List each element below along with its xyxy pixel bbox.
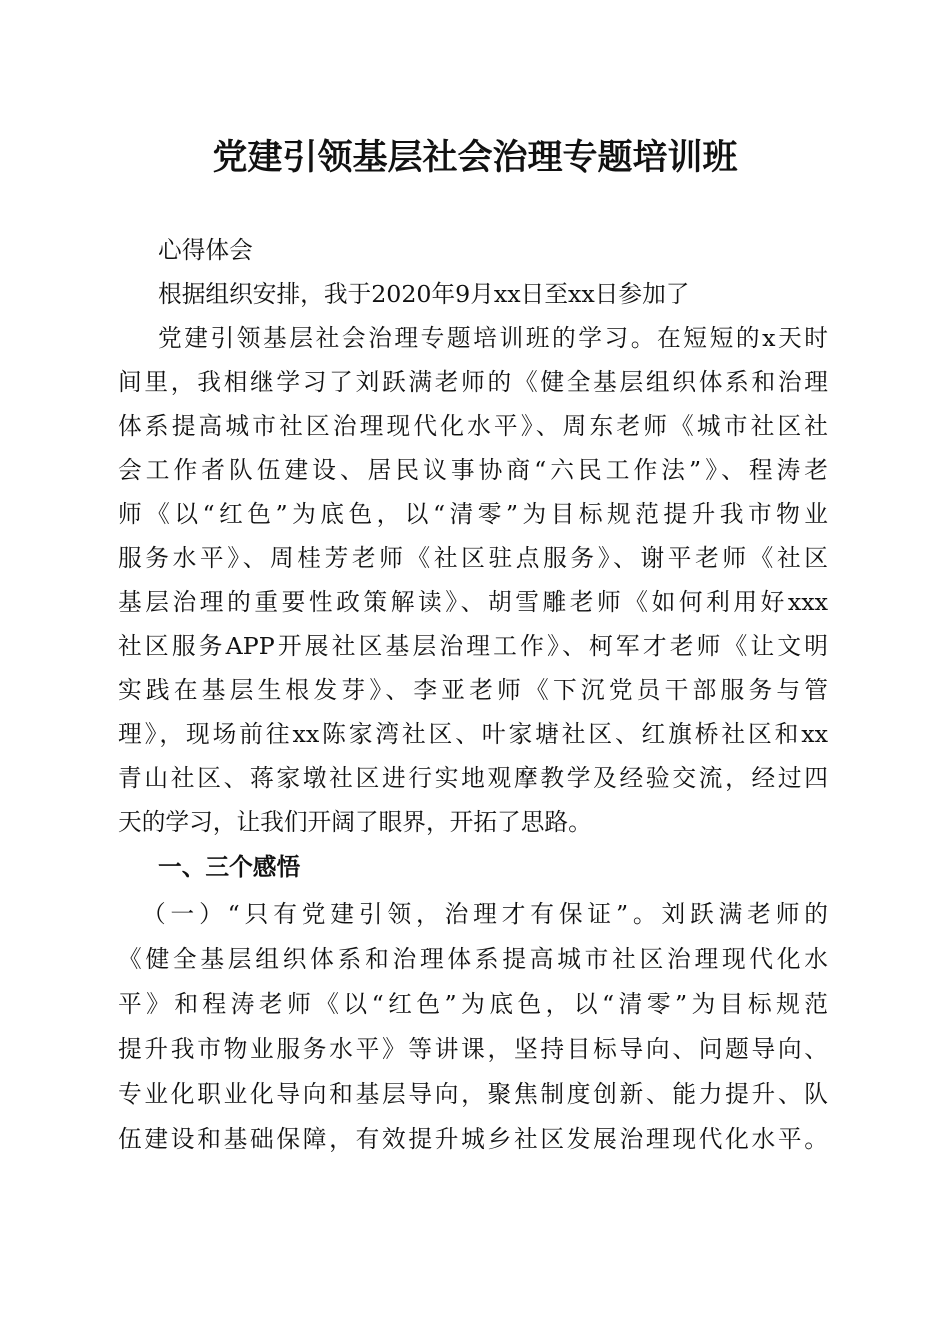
text-line: 专业化职业化导向和基层导向，聚焦制度创新、能力提升、队 — [118, 1080, 828, 1108]
text-line: 服务水平》、周桂芳老师《社区驻点服务》、谢平老师《社区 — [118, 544, 828, 572]
text-line: 间里，我相继学习了刘跃满老师的《健全基层组织体系和治理 — [118, 368, 828, 396]
text-line: （一）“只有党建引领，治理才有保证”。刘跃满老师的 — [142, 900, 828, 928]
text-line: 提升我市物业服务水平》等讲课，坚持目标导向、问题导向、 — [118, 1035, 828, 1063]
text-line: 天的学习，让我们开阔了眼界，开拓了思路。 — [118, 808, 592, 836]
text-line: 体系提高城市社区治理现代化水平》、周东老师《城市社区社 — [118, 412, 828, 440]
text-line: 青山社区、蒋家墩社区进行实地观摩教学及经验交流，经过四 — [118, 764, 828, 792]
text-line: 根据组织安排，我于2020年9月xx日至xx日参加了 — [158, 280, 690, 308]
text-line: 会工作者队伍建设、居民议事协商“六民工作法”》、程涛老 — [118, 456, 828, 484]
text-line: 理》，现场前往xx陈家湾社区、叶家塘社区、红旗桥社区和xx — [118, 720, 828, 748]
text-line: 《健全基层组织体系和治理体系提高城市社区治理现代化水 — [118, 945, 828, 973]
text-line: 心得体会 — [158, 236, 253, 264]
section-heading: 一、三个感悟 — [158, 853, 301, 881]
text-line: 基层治理的重要性政策解读》、胡雪雕老师《如何利用好xxx — [118, 588, 828, 616]
document-title: 党建引领基层社会治理专题培训班 — [212, 138, 738, 178]
text-line: 实践在基层生根发芽》、李亚老师《下沉党员干部服务与管 — [118, 676, 828, 704]
text-line: 伍建设和基础保障，有效提升城乡社区发展治理现代化水平。 — [118, 1125, 828, 1153]
text-line: 社区服务APP开展社区基层治理工作》、柯军才老师《让文明 — [118, 632, 828, 660]
text-line: 师《以“红色”为底色，以“清零”为目标规范提升我市物业 — [118, 500, 828, 528]
text-line: 党建引领基层社会治理专题培训班的学习。在短短的x天时 — [158, 324, 828, 352]
text-line: 平》和程涛老师《以“红色”为底色，以“清零”为目标规范 — [118, 990, 828, 1018]
